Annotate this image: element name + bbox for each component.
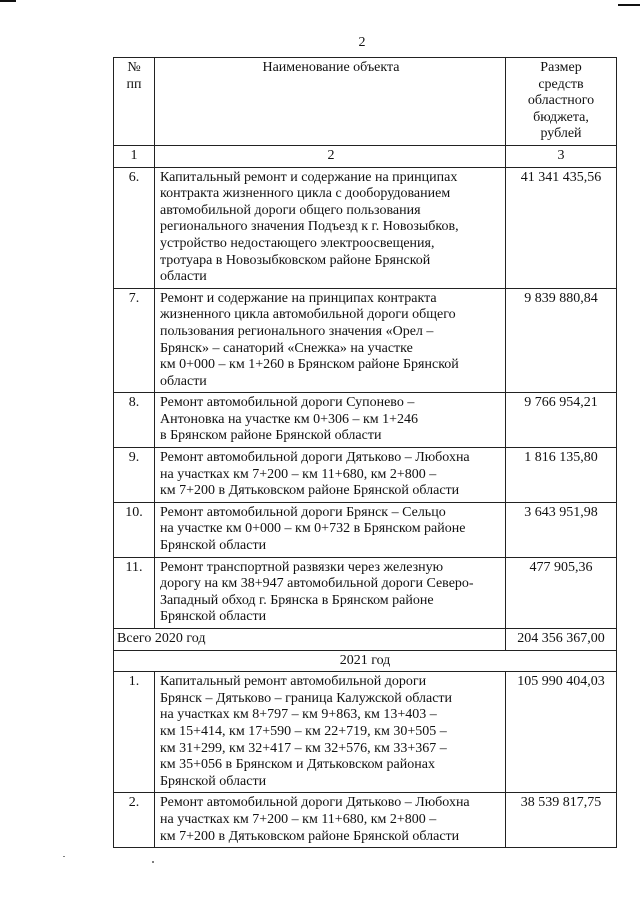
header-amount: Размер средств областного бюджета, рублей xyxy=(506,58,617,146)
scan-speck xyxy=(63,856,65,857)
total-label: Всего 2020 год xyxy=(114,629,506,651)
table-header-row xyxy=(114,58,617,146)
total-amount: 204 356 367,00 xyxy=(506,629,617,651)
row-amount: 9 839 880,84 xyxy=(506,288,617,393)
row-amount: 1 816 135,80 xyxy=(506,448,617,503)
row-object-name: Ремонт автомобильной дороги Дятьково – Любохна на участках км 7+200 – км 11+680, км 2+800 – км 7+200 в Дятьковском районе Брянской области xyxy=(155,793,506,848)
year-section-row xyxy=(114,650,617,672)
index-cell: 1 xyxy=(114,145,155,167)
row-amount: 105 990 404,03 xyxy=(506,672,617,793)
row-number: 7. xyxy=(114,288,155,393)
row-amount: 41 341 435,56 xyxy=(506,167,617,288)
scan-mark-top-left xyxy=(0,0,16,2)
row-object-name: Ремонт автомобильной дороги Дятьково – Любохна на участках км 7+200 – км 11+680, км 2+800 – км 7+200 в Дятьковском районе Брянской области xyxy=(155,448,506,503)
total-row xyxy=(114,629,617,651)
table-row xyxy=(114,557,617,628)
row-number: 1. xyxy=(114,672,155,793)
row-number: 6. xyxy=(114,167,155,288)
row-object-name: Ремонт транспортной развязки через железную дорогу на км 38+947 автомобильной дороги Северо- Западный обход г. Брянска в Брянском районе Брянской области xyxy=(155,557,506,628)
row-object-name: Капитальный ремонт автомобильной дороги Брянск – Дятьково – граница Калужской области на участках км 8+797 – км 9+863, км 13+403 – км 15+414, км 17+590 – км 22+719, км 30+505 – км 31+299, км 32+417 – км 32+576, км 33+367 – км 35+056 в Брянском и Дятьковском районах Брянской области xyxy=(155,672,506,793)
row-amount: 38 539 817,75 xyxy=(506,793,617,848)
row-object-name: Ремонт автомобильной дороги Брянск – Сельцо на участке км 0+000 – км 0+732 в Брянском районе Брянской области xyxy=(155,502,506,557)
table-row xyxy=(114,672,617,793)
year-section-label: 2021 год xyxy=(114,650,617,672)
row-number: 10. xyxy=(114,502,155,557)
scan-speck xyxy=(152,861,154,863)
header-object-name: Наименование объекта xyxy=(155,58,506,146)
index-cell: 2 xyxy=(155,145,506,167)
row-amount: 477 905,36 xyxy=(506,557,617,628)
row-object-name: Ремонт и содержание на принципах контракта жизненного цикла автомобильной дороги общего пользования регионального значения «Орел – Брянск» – санаторий «Снежка» на участке км 0+000 – км 1+260 в Брянском районе Брянской области xyxy=(155,288,506,393)
row-number: 2. xyxy=(114,793,155,848)
page-number: 2 xyxy=(358,35,366,50)
row-object-name: Ремонт автомобильной дороги Супонево – Антоновка на участке км 0+306 – км 1+246 в Брянском районе Брянской области xyxy=(155,393,506,448)
budget-table xyxy=(113,57,617,848)
table-row xyxy=(114,502,617,557)
row-amount: 3 643 951,98 xyxy=(506,502,617,557)
table-row xyxy=(114,288,617,393)
table-row xyxy=(114,793,617,848)
row-number: 11. xyxy=(114,557,155,628)
row-object-name: Капитальный ремонт и содержание на принципах контракта жизненного цикла с дооборудованием автомобильной дороги общего пользования регионального значения Подъезд к г. Новозыбков, устройство недостающего электроосвещения, тротуара в Новозыбковском районе Брянской области xyxy=(155,167,506,288)
table-row xyxy=(114,448,617,503)
table-row xyxy=(114,393,617,448)
header-number: № пп xyxy=(114,58,155,146)
index-cell: 3 xyxy=(506,145,617,167)
row-amount: 9 766 954,21 xyxy=(506,393,617,448)
scan-mark-top-right xyxy=(618,4,640,6)
table-index-row xyxy=(114,145,617,167)
table-row xyxy=(114,167,617,288)
row-number: 9. xyxy=(114,448,155,503)
row-number: 8. xyxy=(114,393,155,448)
